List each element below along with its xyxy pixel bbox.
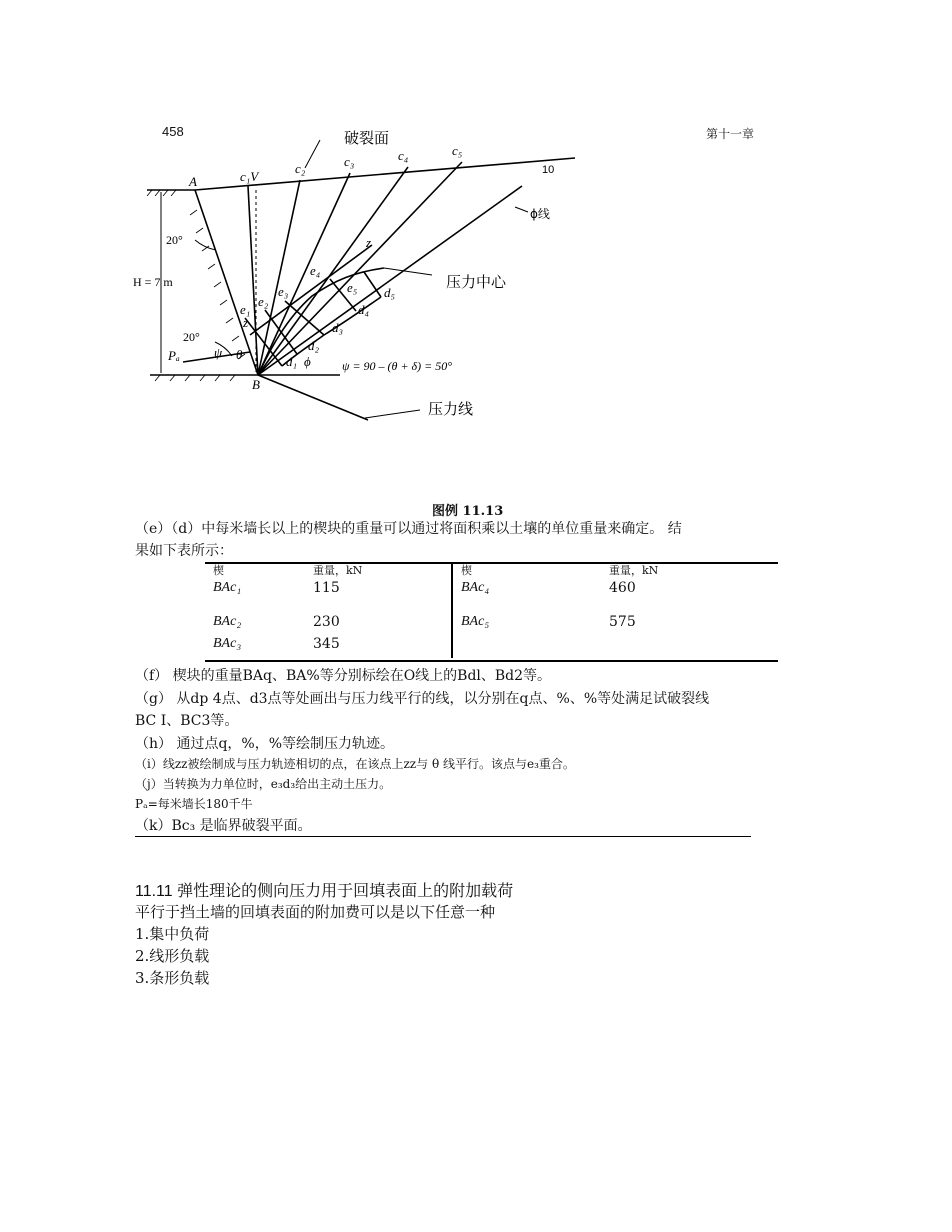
table-bottom-rule: [205, 660, 778, 662]
label-d4: d₄: [358, 302, 370, 317]
label-phi: ϕ: [304, 354, 311, 369]
label-theta: θ: [236, 347, 243, 362]
pressure-line-arrow: [365, 410, 420, 418]
label-e5: e₅: [347, 280, 358, 295]
step-f: （f） 楔块的重量BAq、BA%等分别标绘在O线上的Bdl、Bd2等。: [135, 668, 552, 684]
weight-cell: 345: [305, 636, 452, 658]
wedge-weight-table: [205, 562, 777, 658]
label-d5: d₅: [384, 285, 396, 300]
table-header-row: [205, 562, 777, 580]
label-angle-20-top: 20°: [166, 233, 183, 247]
label-c3: c₃: [344, 154, 355, 169]
label-d2: d₂: [308, 338, 320, 353]
label-d3: d₃: [332, 320, 344, 335]
label-d1: d₁: [286, 354, 298, 369]
label-e3: e₃: [278, 284, 289, 299]
weight-cell: 230: [305, 614, 452, 636]
section-intro: 平行于挡土墙的回填表面的附加费可以是以下任意一种: [135, 903, 496, 921]
wall-back: [195, 190, 258, 375]
step-k: （k）Bc₃ 是临界破裂平面。: [135, 818, 312, 834]
label-z-left: z: [243, 315, 249, 330]
wedge-cell: BAc₂: [213, 614, 242, 629]
table-row: [205, 636, 777, 658]
label-Pa: Pₐ: [168, 348, 180, 363]
chapter-title: 第十一章: [706, 127, 755, 141]
label-height: H = 7 m: [133, 275, 173, 289]
label-A: A: [189, 174, 197, 189]
header-weight-1: 重量，kN: [305, 562, 452, 580]
table-row: [205, 614, 777, 636]
label-e2: e₂: [258, 294, 269, 309]
section-title: 11.11 弹性理论的侧向压力用于回填表面上的附加载荷: [135, 883, 514, 900]
pressure-center-arrow: [384, 268, 432, 275]
wedge-cell: BAc₄: [461, 580, 490, 595]
label-psi: ψ: [214, 345, 223, 360]
header-wedge-2: 楔: [461, 564, 472, 577]
label-e1: e₁: [240, 302, 251, 317]
label-fracture-surface: 破裂面: [344, 129, 390, 147]
list-item: 2.线形负载: [135, 947, 210, 965]
label-e4: e₄: [310, 263, 321, 278]
list-item: 1.集中负荷: [135, 925, 210, 943]
label-pressure-line: 压力线: [428, 400, 474, 418]
fracture-label-arrow: [305, 140, 320, 168]
trial-line-c3: [258, 173, 350, 375]
label-c5: c₅: [452, 143, 463, 158]
label-ten: 10: [542, 164, 555, 176]
weight-cell: 115: [305, 580, 452, 614]
list-item: 3.条形负载: [135, 969, 210, 987]
para-e-line2: 果如下表所示：: [135, 543, 233, 559]
step-g-line2: BC I、BC3等。: [135, 713, 239, 729]
label-phi-line: ϕ线: [530, 207, 550, 221]
wedge-cell: BAc₁: [213, 580, 242, 595]
weight-cell: 460: [609, 580, 636, 596]
table-row: [205, 580, 777, 614]
para-e-line1: （e）（d）中每米墙长以上的楔块的重量可以通过将面积乘以土壤的单位重量来确定。 结: [135, 521, 682, 537]
label-pressure-center: 压力中心: [446, 273, 507, 291]
active-pressure-result: Pₐ=每米墙长180千牛: [135, 797, 253, 811]
label-B: B: [252, 377, 260, 392]
step-g-line1: （g） 从dp 4点、d3点等处画出与压力线平行的线，以分别在q点、%、%等处满足试破裂线: [135, 691, 710, 707]
page-number: 458: [162, 124, 184, 139]
pressure-line: [258, 375, 368, 420]
section-divider: [135, 836, 751, 837]
label-z-top: z: [366, 235, 372, 250]
label-c4: c₄: [398, 148, 409, 163]
phi-line-arrow: [515, 207, 528, 212]
weight-cell: [601, 636, 777, 658]
label-psi-formula: ψ = 90 – (θ + δ) = 50°: [342, 359, 453, 373]
step-h: （h） 通过点q，%，%等绘制压力轨迹。: [135, 736, 395, 752]
figure-caption: 图例 11.13: [432, 504, 504, 519]
label-c2: c₂: [295, 161, 306, 176]
label-c1V: c₁V: [240, 169, 259, 184]
step-i: （i）线zz被绘制成与压力轨迹相切的点，在该点上zz与 θ 线平行。该点与e₃重合。: [135, 757, 575, 771]
header-wedge-1: 楔: [213, 564, 224, 577]
wedge-cell: [452, 636, 601, 658]
step-j: （j）当转换为力单位时，e₃d₃给出主动土压力。: [135, 777, 392, 791]
weight-cell: 575: [609, 614, 636, 630]
wedge-cell: BAc₅: [461, 614, 490, 629]
label-angle-20-bottom: 20°: [183, 330, 200, 344]
header-weight-2: 重量，kN: [609, 564, 659, 577]
wedge-cell: BAc₃: [213, 636, 242, 651]
